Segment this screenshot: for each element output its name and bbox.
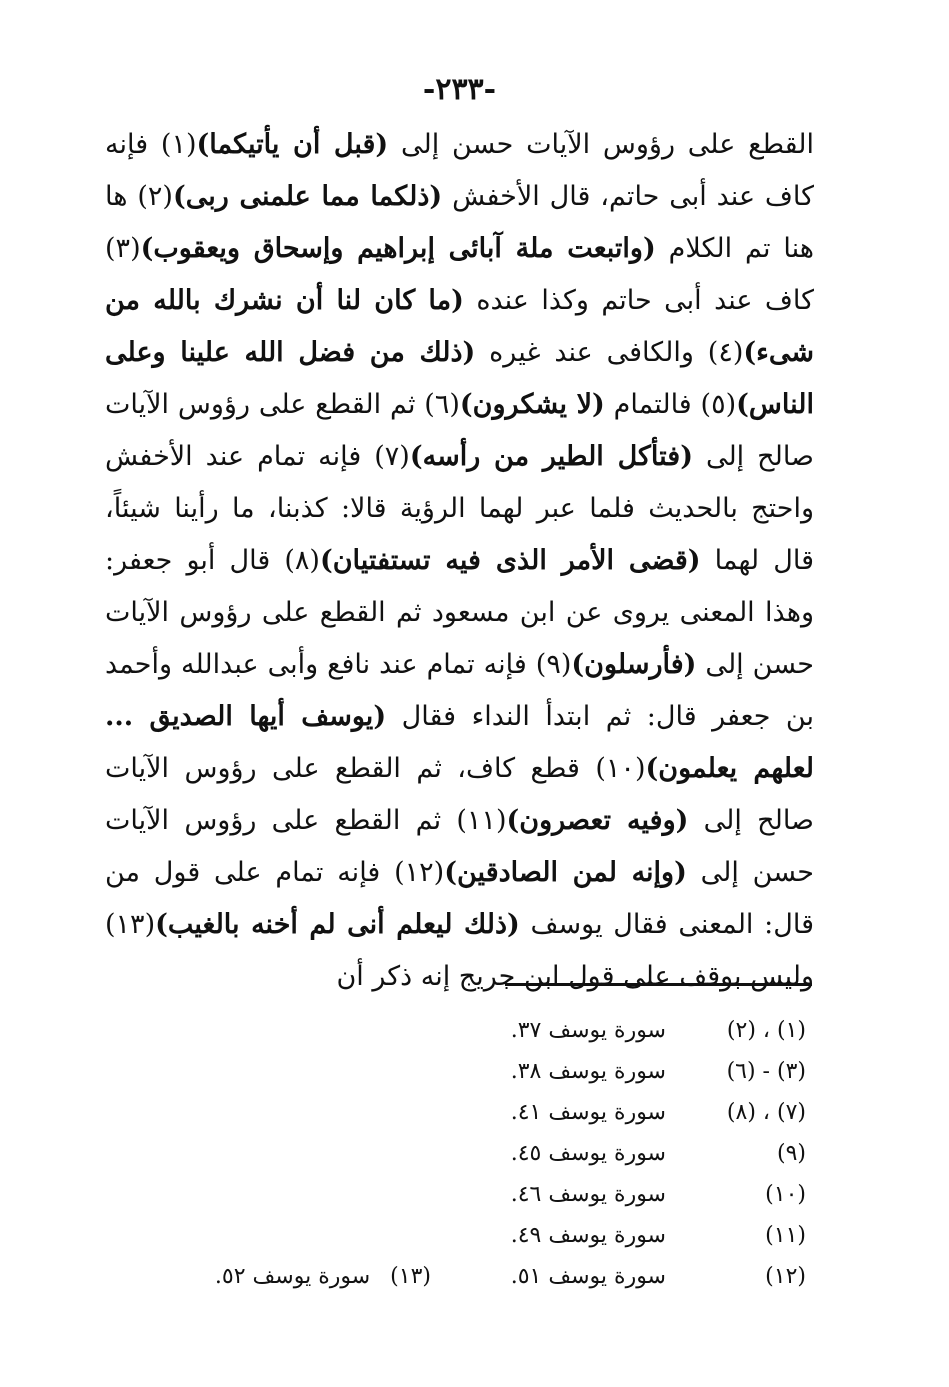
quran-quote: (ما كان لنا أن نشرك بالله من شىء) xyxy=(105,285,814,368)
quran-quote: (فأرسلون) xyxy=(571,649,697,680)
footnote-ref: (٩) xyxy=(776,1141,806,1166)
body-text-segment: (١٠) قطع كاف، ثم القطع على رؤوس الآيات صالح إلى xyxy=(105,753,814,836)
footnote-source: سورة يوسف ٤١. xyxy=(510,1100,666,1125)
quran-quote: (ذلك ليعلم أنى لم أخنه بالغيب) xyxy=(155,909,520,940)
footnote-source: سورة يوسف ٣٨. xyxy=(510,1059,666,1084)
footnotes xyxy=(215,1010,806,1297)
body-text-segment: (٩) فإنه تمام عند نافع وأبى عبدالله وأحمد بن جعفر قال: ثم ابتدأ النداء فقال xyxy=(105,649,814,732)
body-text-segment: (٧) فإنه تمام عند الأخفش واحتج بالحديث فلما عبر لهما الرؤية قالا: كذبنا، ما رأينا شيئاً، قال لهما xyxy=(105,441,814,576)
footnote-row xyxy=(215,1133,806,1174)
footnote-source: سورة يوسف ٥٢. xyxy=(214,1264,371,1289)
footnote-row xyxy=(215,1010,806,1051)
footnote-source: سورة يوسف ٣٧. xyxy=(510,1018,666,1043)
footnote-source: سورة يوسف ٤٩. xyxy=(510,1223,666,1248)
body-text-segment: (٥) فالتمام xyxy=(604,389,737,420)
body-text-segment: (٨) قال أبو جعفر: وهذا المعنى يروى عن ابن مسعود ثم القطع على رؤوس الآيات حسن إلى xyxy=(105,545,814,680)
footnote-ref: (١٢) xyxy=(765,1264,806,1289)
body-text-segment: (٦) ثم القطع على رؤوس الآيات صالح إلى xyxy=(105,389,814,472)
body-text-segment: (٣) كاف عند أبى حاتم وكذا عنده xyxy=(105,233,815,316)
body-text-segment: (١) فإنه كاف عند أبى حاتم، قال الأخفش xyxy=(105,129,814,212)
quran-quote: (قضى الأمر الذى فيه تستفتيان) xyxy=(319,545,701,576)
body-text-segment: (١٢) فإنه تمام على قول من قال: المعنى فقال يوسف xyxy=(105,857,814,940)
body-text-segment: (٢) ها هنا تم الكلام xyxy=(105,181,814,264)
footnote-row xyxy=(215,1051,806,1092)
footnote-source: سورة يوسف ٥١. xyxy=(510,1264,666,1289)
footnote-ref: (٣) - (٦) xyxy=(726,1059,806,1084)
footnote-ref: (١٣) xyxy=(390,1264,431,1289)
quran-quote: (واتبعت ملة آبائى إبراهيم وإسحاق ويعقوب) xyxy=(140,233,656,264)
body-text-segment: (٤) والكافى عند غيره xyxy=(475,337,744,368)
quran-quote: (لا يشكرون) xyxy=(459,389,605,420)
footnote-row xyxy=(215,1256,806,1297)
footnote-row xyxy=(215,1092,806,1133)
body-paragraph xyxy=(105,119,814,1003)
body-text-segment: القطع على رؤوس الآيات حسن إلى xyxy=(388,129,814,160)
page-number: -٢٣٣- xyxy=(422,72,497,107)
footnote-ref: (٧) ، (٨) xyxy=(726,1100,806,1125)
footnote-ref: (١١) xyxy=(765,1223,806,1248)
quran-quote: (وفيه تعصرون) xyxy=(506,805,689,836)
quran-quote: (قبل أن يأتيكما) xyxy=(196,129,389,160)
quran-quote: (فتأكل الطير من رأسه) xyxy=(409,441,693,472)
quran-quote: (يوسف أيها الصديق ... لعلهم يعلمون) xyxy=(105,701,814,784)
footnote-divider xyxy=(505,983,812,986)
body-text-segment: (١١) ثم القطع على رؤوس الآيات حسن إلى xyxy=(105,805,814,888)
footnote-source: سورة يوسف ٤٥. xyxy=(510,1141,666,1166)
footnote-source: سورة يوسف ٤٦. xyxy=(510,1182,666,1207)
footnote-extra xyxy=(215,1264,431,1289)
footnote-row xyxy=(215,1215,806,1256)
quran-quote: (ذلكما مما علمنى ربى) xyxy=(172,181,443,212)
footnote-row xyxy=(215,1174,806,1215)
footnote-ref: (١٠) xyxy=(765,1182,806,1207)
footnote-ref: (١) ، (٢) xyxy=(726,1018,806,1043)
body-text-segment: (١٣) وليس بوقف على قول ابن جريج إنه ذكر أن xyxy=(105,909,814,992)
quran-quote: (وإنه لمن الصادقين) xyxy=(444,857,687,888)
quran-quote: (ذلك من فضل الله علينا وعلى الناس) xyxy=(105,337,814,420)
